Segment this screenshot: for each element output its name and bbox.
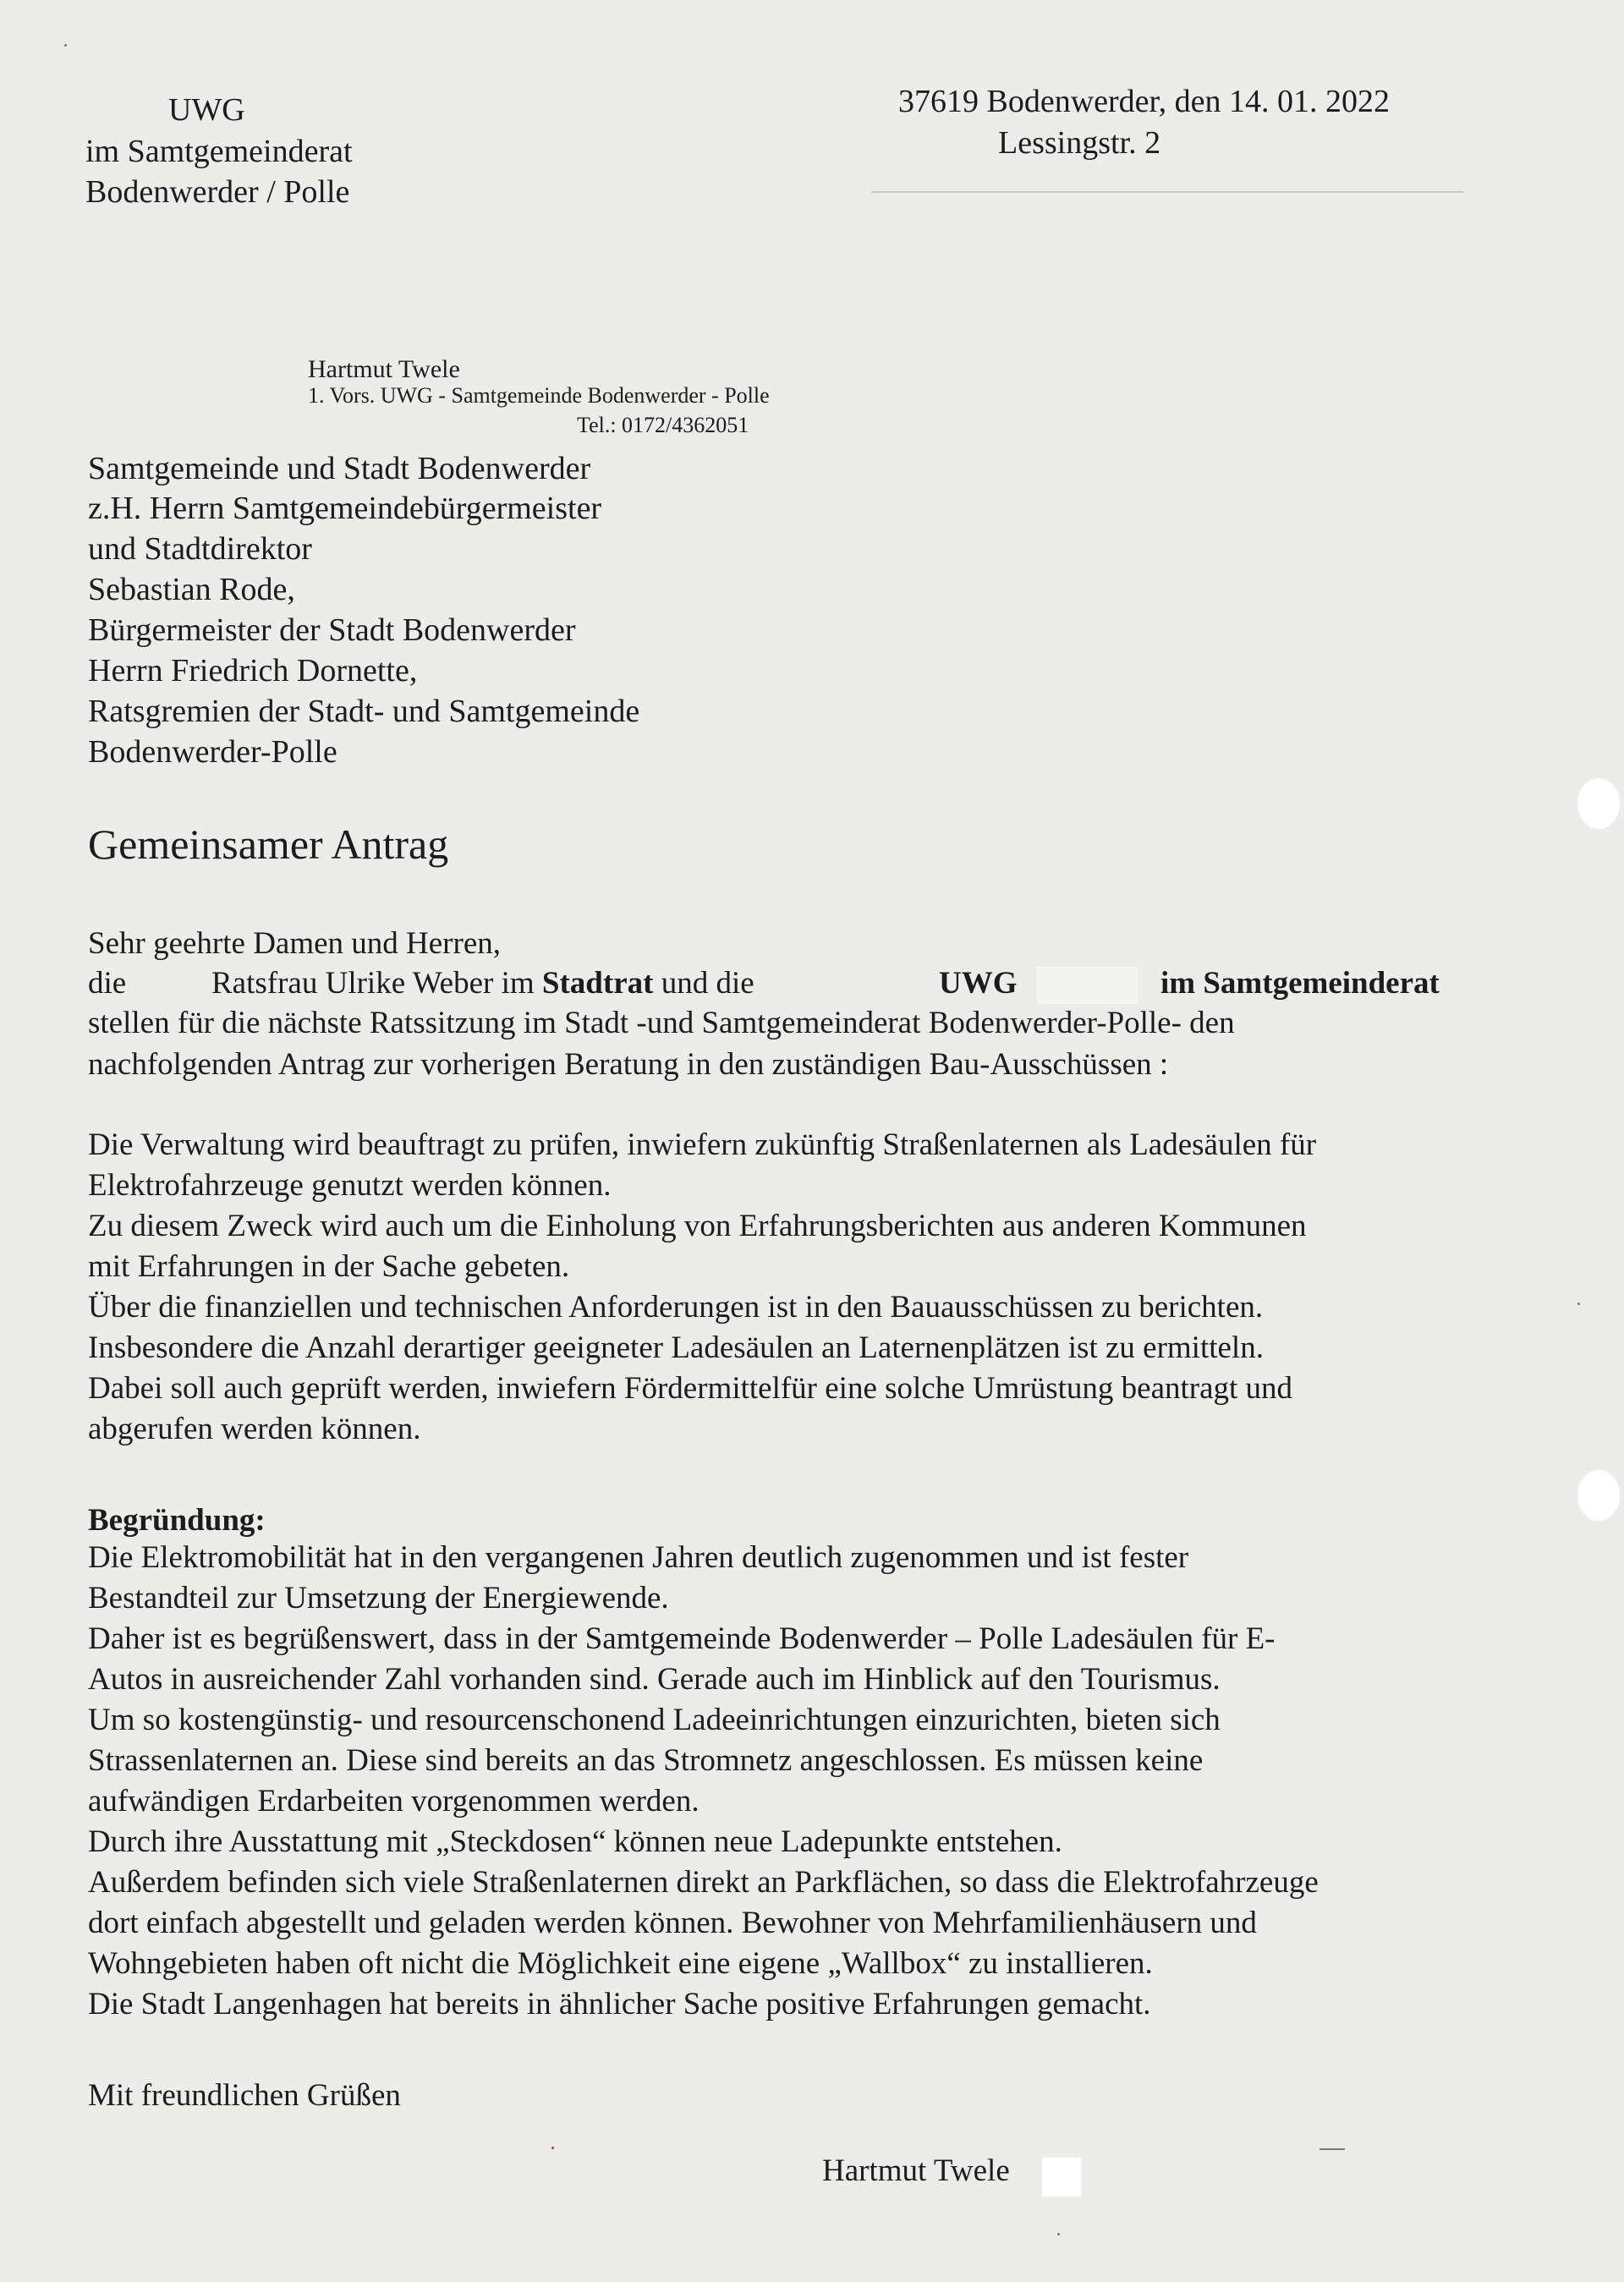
reason-line-3: Daher ist es begrüßenswert, dass in der Samtgemeinde Bodenwerder – Polle Ladesäulen für E- — [88, 1621, 1276, 1656]
proposal-line-1: Die Verwaltung wird beauftragt zu prüfen, inwiefern zukünftig Straßenlaternen als Ladesäulen für — [88, 1127, 1317, 1162]
recipient-line-4: Sebastian Rode, — [88, 572, 295, 607]
subject-heading: Gemeinsamer Antrag — [88, 820, 449, 868]
proposal-line-4: mit Erfahrungen in der Sache gebeten. — [88, 1249, 570, 1284]
whiteout-patch-signature — [1042, 2158, 1081, 2197]
proposal-line-5: Über die finanziellen und technischen Anforderungen ist in den Bauausschüssen zu berichten. — [88, 1290, 1264, 1325]
intro-samtgemeinderat: im Samtgemeinderat — [1160, 966, 1440, 1001]
reason-line-2: Bestandteil zur Umsetzung der Energiewende. — [88, 1581, 669, 1616]
intro-part-b: und die — [653, 966, 754, 1001]
reason-line-6: Strassenlaternen an. Diese sind bereits an das Stromnetz angeschlossen. Es müssen keine — [88, 1743, 1204, 1778]
reason-line-7: aufwändigen Erdarbeiten vorgenommen werden. — [88, 1784, 700, 1818]
scan-speck — [551, 2147, 554, 2149]
proposal-line-8: abgerufen werden können. — [88, 1412, 421, 1446]
sender-org: UWG — [168, 92, 245, 128]
intro-part-a: Ratsfrau Ulrike Weber im — [211, 966, 542, 1001]
reason-line-10: dort einfach abgestellt und geladen werden können. Bewohner von Mehrfamilienhäusern und — [88, 1906, 1257, 1940]
recipient-line-1: Samtgemeinde und Stadt Bodenwerder — [88, 451, 591, 486]
contact-role: 1. Vors. UWG - Samtgemeinde Bodenwerder - Polle — [308, 383, 770, 408]
sender-council: im Samtgemeinderat — [85, 134, 353, 169]
contact-name: Hartmut Twele — [308, 355, 460, 383]
recipient-line-3: und Stadtdirektor — [88, 531, 312, 567]
recipient-line-5: Bürgermeister der Stadt Bodenwerder — [88, 612, 576, 648]
recipient-line-7: Ratsgremien der Stadt- und Samtgemeinde — [88, 694, 640, 729]
recipient-line-2: z.H. Herrn Samtgemeindebürgermeister — [88, 491, 602, 526]
intro-line-2: stellen für die nächste Ratssitzung im Stadt -und Samtgemeinderat Bodenwerder-Polle- den — [88, 1006, 1235, 1040]
street-address: Lessingstr. 2 — [998, 125, 1161, 161]
scan-speck — [1057, 2233, 1060, 2235]
scan-speck — [1577, 1303, 1580, 1305]
intro-die: die — [88, 966, 127, 1001]
reason-line-8: Durch ihre Ausstattung mit „Steckdosen“ können neue Ladepunkte entstehen. — [88, 1824, 1062, 1859]
proposal-line-3: Zu diesem Zweck wird auch um die Einholung von Erfahrungsberichten aus anderen Kommunen — [88, 1209, 1307, 1243]
contact-phone: Tel.: 0172/4362051 — [577, 413, 749, 437]
reason-line-4: Autos in ausreichender Zahl vorhanden sind. Gerade auch im Hinblick auf den Tourismus. — [88, 1662, 1221, 1697]
scan-speck — [1320, 2148, 1345, 2150]
reason-line-5: Um so kostengünstig- und resourcenschonend Ladeeinrichtungen einzurichten, bieten sich — [88, 1703, 1221, 1737]
reason-line-11: Wohngebieten haben oft nicht die Möglichkeit eine eigene „Wallbox“ zu installieren. — [88, 1946, 1153, 1981]
reason-line-12: Die Stadt Langenhagen hat bereits in ähnlicher Sache positive Erfahrungen gemacht. — [88, 1987, 1151, 2021]
proposal-line-6: Insbesondere die Anzahl derartiger geeigneter Ladesäulen an Laternenplätzen ist zu ermitteln. — [88, 1330, 1264, 1365]
scan-speck — [64, 44, 67, 47]
salutation: Sehr geehrte Damen und Herren, — [88, 926, 501, 961]
header-divider — [871, 191, 1463, 193]
place-date: 37619 Bodenwerder, den 14. 01. 2022 — [898, 84, 1391, 119]
closing: Mit freundlichen Grüßen — [88, 2078, 401, 2113]
intro-line-1 — [211, 963, 754, 1004]
intro-uwg: UWG — [939, 966, 1018, 1001]
intro-stadtrat: Stadtrat — [541, 966, 654, 1001]
proposal-line-2: Elektrofahrzeuge genutzt werden können. — [88, 1168, 612, 1203]
whiteout-patch — [1037, 967, 1138, 1004]
signature-name: Hartmut Twele — [822, 2153, 1010, 2188]
proposal-line-7: Dabei soll auch geprüft werden, inwiefern Fördermittelfür eine solche Umrüstung beantragt und — [88, 1371, 1293, 1406]
recipient-line-8: Bodenwerder-Polle — [88, 734, 337, 770]
reason-heading: Begründung: — [88, 1503, 266, 1538]
reason-line-1: Die Elektromobilität hat in den vergangenen Jahren deutlich zugenommen und ist fester — [88, 1540, 1189, 1575]
reason-line-9: Außerdem befinden sich viele Straßenlaternen direkt an Parkflächen, so dass die Elektrofahrzeuge — [88, 1865, 1319, 1900]
intro-line-3: nachfolgenden Antrag zur vorherigen Beratung in den zuständigen Bau-Ausschüssen : — [88, 1047, 1169, 1082]
recipient-line-6: Herrn Friedrich Dornette, — [88, 653, 418, 688]
sender-location: Bodenwerder / Polle — [85, 174, 350, 210]
punch-hole-upper — [1577, 778, 1620, 829]
punch-hole-lower — [1577, 1470, 1620, 1521]
